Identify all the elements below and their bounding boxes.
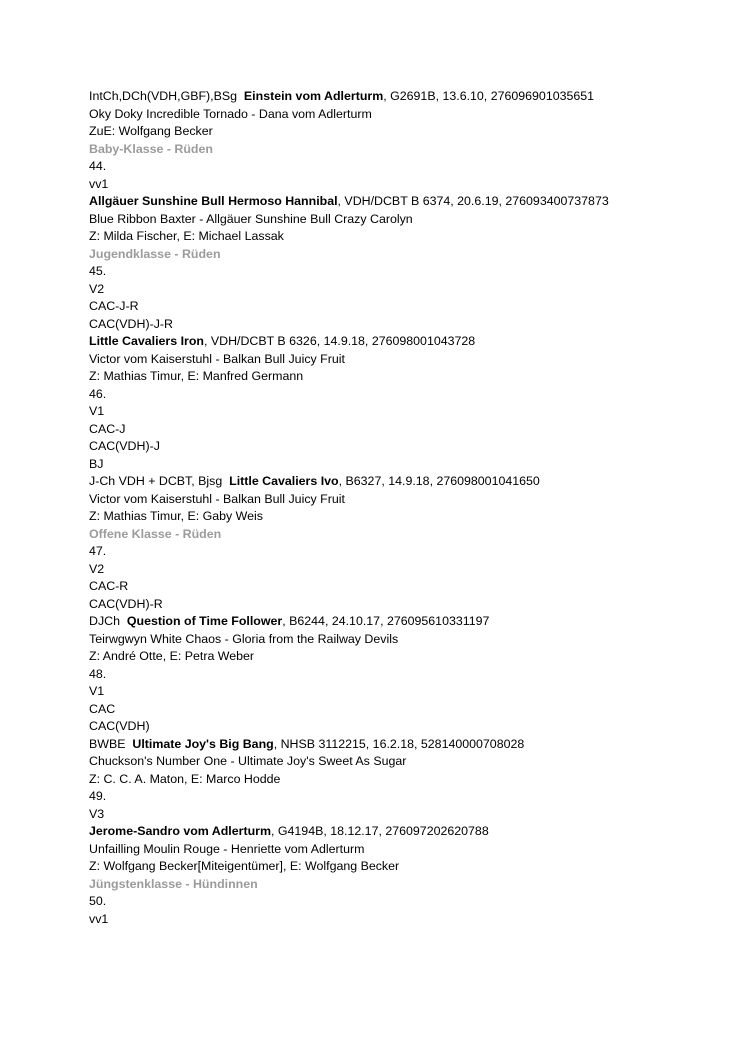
text-line: CAC(VDH)-J-R [89,316,173,331]
text-line: 49. [89,789,107,803]
text-line: V1 [89,404,105,418]
text-line: Unfailling Moulin Rouge - Henriette vom Adlerturm [89,841,365,856]
text-line: Victor vom Kaiserstuhl - Balkan Bull Juicy Fruit [89,351,345,366]
text-line: Z: André Otte, E: Petra Weber [89,649,255,663]
dog-entry [89,823,709,841]
text-line: CAC [89,701,116,716]
class-heading: Jüngstenklasse - Hündinnen [89,876,258,891]
dog-details: , VDH/DCBT B 6374, 20.6.19, 276093400737873 [337,194,609,208]
dog-name: Einstein vom Adlerturm [243,89,384,103]
text-line: CAC-R [89,579,129,593]
text-line: Z: Mathias Timur, E: Gaby Weis [89,509,263,523]
text-line: V3 [89,806,105,821]
text-line: 45. [89,264,107,278]
text-line: Z: Mathias Timur, E: Manfred Germann [89,369,304,383]
text-line: V2 [89,561,105,576]
dog-entry [89,88,709,106]
dog-entry [89,193,709,211]
text-line: BJ [89,456,104,471]
titles-prefix: IntCh,DCh(VDH,GBF),BSg [89,89,244,103]
text-line: Chuckson's Number One - Ultimate Joy's Sweet As Sugar [89,754,407,768]
class-heading: Jugendklasse - Rüden [89,246,221,261]
dog-details: , NHSB 3112215, 16.2.18, 528140000708028 [273,736,525,751]
text-line: CAC-J [89,421,126,436]
dog-name: Allgäuer Sunshine Bull Hermoso Hannibal [89,194,338,208]
titles-prefix: J-Ch VDH + DCBT, Bjsg [89,474,230,488]
dog-details: , G2691B, 13.6.10, 276096901035651 [383,89,595,103]
text-line: Victor vom Kaiserstuhl - Balkan Bull Juicy Fruit [89,491,345,506]
text-line: 48. [89,666,107,681]
text-line: CAC-J-R [89,299,139,313]
class-heading: Baby-Klasse - Rüden [89,141,213,156]
class-heading: Offene Klasse - Rüden [89,526,222,541]
text-line: Z: C. C. A. Maton, E: Marco Hodde [89,771,281,786]
titles-prefix: DJCh [89,614,127,628]
text-line: Teirwgwyn White Chaos - Gloria from the Railway Devils [89,631,399,646]
text-line: Oky Doky Incredible Tornado - Dana vom Adlerturm [89,106,372,121]
dog-details: , G4194B, 18.12.17, 276097202620788 [271,824,489,838]
text-line: Z: Wolfgang Becker[Miteigentümer], E: Wolfgang Becker [89,859,400,873]
text-line: CAC(VDH)-J [89,439,160,453]
document-page [89,88,709,928]
dog-entry [89,736,709,754]
text-line: CAC(VDH) [89,719,150,733]
dog-entry [89,473,709,491]
dog-entry [89,613,709,631]
text-line: vv1 [89,176,109,191]
text-line: vv1 [89,911,109,926]
text-line: 50. [89,894,107,908]
text-line: 46. [89,386,107,401]
titles-prefix: BWBE [89,736,133,751]
text-line: V2 [89,281,105,296]
dog-name: Little Cavaliers Ivo [229,474,339,488]
dog-details: , B6327, 14.9.18, 276098001041650 [338,474,540,488]
text-line: 44. [89,159,107,173]
dog-details: , VDH/DCBT B 6326, 14.9.18, 276098001043728 [204,334,476,348]
dog-name: Jerome-Sandro vom Adlerturm [89,824,271,838]
text-line: Blue Ribbon Baxter - Allgäuer Sunshine Bull Crazy Carolyn [89,211,413,226]
dog-details: , B6244, 24.10.17, 276095610331197 [282,614,490,628]
dog-name: Question of Time Follower [126,614,283,628]
dog-name: Little Cavaliers Iron [89,334,204,348]
dog-entry [89,333,709,351]
text-line: CAC(VDH)-R [89,596,163,611]
text-line: 47. [89,544,107,558]
dog-name: Ultimate Joy's Big Bang [132,736,274,751]
text-line: ZuE: Wolfgang Becker [89,124,213,138]
text-line: V1 [89,684,105,698]
text-line: Z: Milda Fischer, E: Michael Lassak [89,229,284,243]
